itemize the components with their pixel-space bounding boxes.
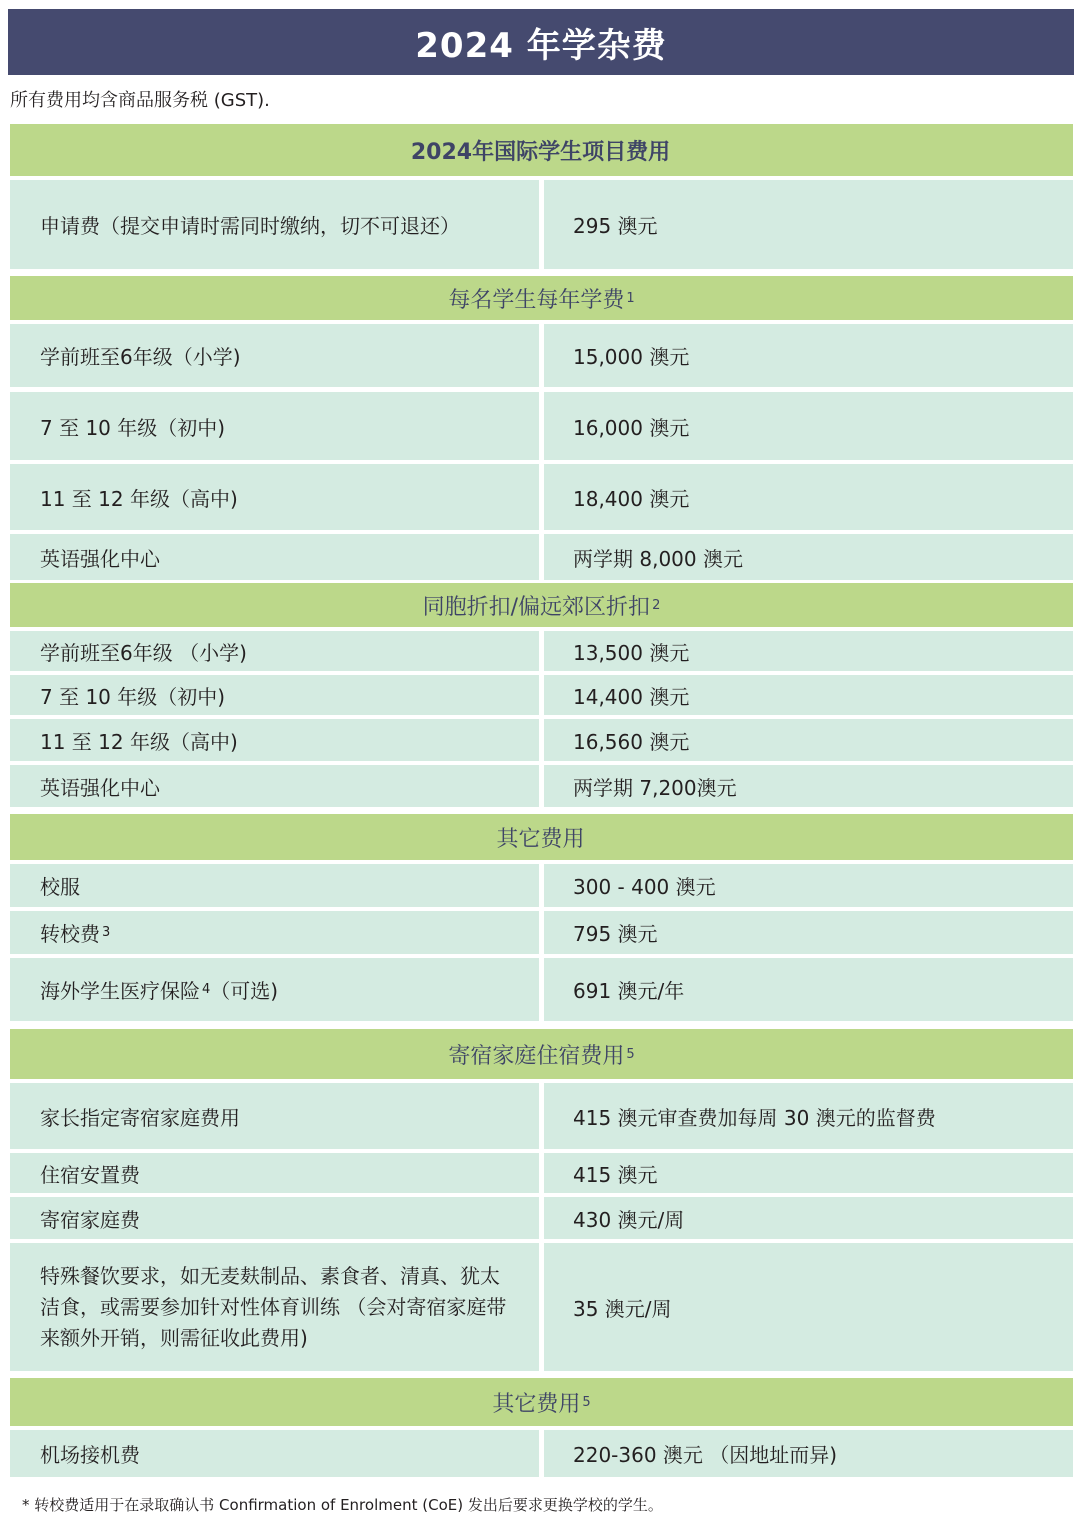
section-header-annual-tuition: 每名学生每年学费 1 (10, 276, 1073, 320)
fee-value: 430 澳元/周 (544, 1197, 1073, 1239)
fee-label: 申请费（提交申请时需同时缴纳，切不可退还） (10, 180, 539, 269)
table-row (10, 392, 1073, 460)
table-row (10, 180, 1073, 269)
table-row (10, 534, 1073, 580)
page-title: 2024 年学杂费 (415, 25, 667, 66)
table-row (10, 1430, 1073, 1477)
fee-value: 13,500 澳元 (544, 631, 1073, 671)
fee-value: 415 澳元 (544, 1153, 1073, 1193)
fee-label: 7 至 10 年级（初中) (10, 675, 539, 715)
section-header-other-fees-2: 其它费用 5 (10, 1378, 1073, 1426)
table-row (10, 631, 1073, 671)
fee-value: 415 澳元审查费加每周 30 澳元的监督费 (544, 1083, 1073, 1149)
fee-value: 795 澳元 (544, 911, 1073, 954)
table-row (10, 958, 1073, 1021)
fee-label: 英语强化中心 (10, 534, 539, 580)
fee-value: 18,400 澳元 (544, 464, 1073, 530)
fee-label: 寄宿家庭费 (10, 1197, 539, 1239)
fee-value: 两学期 7,200澳元 (544, 765, 1073, 807)
table-row (10, 1153, 1073, 1193)
fee-value: 300 - 400 澳元 (544, 864, 1073, 907)
fee-label: 特殊餐饮要求，如无麦麸制品、素食者、清真、犹太洁食，或需要参加针对性体育训练 （会对寄宿家庭带来额外开销，则需征收此费用) (10, 1243, 539, 1371)
table-row (10, 1197, 1073, 1239)
fee-value: 16,000 澳元 (544, 392, 1073, 460)
fee-label: 住宿安置费 (10, 1153, 539, 1193)
section-header-homestay: 寄宿家庭住宿费用 5 (10, 1029, 1073, 1079)
fee-label: 机场接机费 (10, 1430, 539, 1477)
fee-label: 英语强化中心 (10, 765, 539, 807)
table-row (10, 464, 1073, 530)
fee-label: 校服 (10, 864, 539, 907)
table-row (10, 1083, 1073, 1149)
section-header-discount: 同胞折扣/偏远郊区折扣 2 (10, 583, 1073, 627)
fee-value: 16,560 澳元 (544, 719, 1073, 761)
fee-value: 14,400 澳元 (544, 675, 1073, 715)
fee-value: 两学期 8,000 澳元 (544, 534, 1073, 580)
fee-value: 295 澳元 (544, 180, 1073, 269)
table-row (10, 719, 1073, 761)
table-row (10, 765, 1073, 807)
fee-value: 691 澳元/年 (544, 958, 1073, 1021)
table-row (10, 911, 1073, 954)
fee-label: 海外学生医疗保险 4 （可选) (10, 958, 539, 1021)
table-row (10, 675, 1073, 715)
fee-value: 15,000 澳元 (544, 324, 1073, 387)
fee-label: 学前班至6年级（小学) (10, 324, 539, 387)
footnote: * 转校费适用于在录取确认书 Confirmation of Enrolment (CoE) 发出后要求更换学校的学生。 (22, 1496, 663, 1514)
fee-label: 转校费 3 (10, 911, 539, 954)
gst-note: 所有费用均含商品服务税 (GST). (10, 90, 270, 111)
fee-label: 家长指定寄宿家庭费用 (10, 1083, 539, 1149)
section-header-other-fees: 其它费用 (10, 814, 1073, 860)
table-row (10, 324, 1073, 387)
section-header-international-program: 2024年国际学生项目费用 (10, 124, 1073, 176)
fee-value: 35 澳元/周 (544, 1243, 1073, 1371)
table-row (10, 1243, 1073, 1371)
fee-label: 学前班至6年级 （小学) (10, 631, 539, 671)
fee-label: 7 至 10 年级（初中) (10, 392, 539, 460)
page-title-bar (8, 9, 1074, 75)
table-row (10, 864, 1073, 907)
fee-label: 11 至 12 年级（高中) (10, 719, 539, 761)
fee-value: 220-360 澳元 （因地址而异) (544, 1430, 1073, 1477)
fee-label: 11 至 12 年级（高中) (10, 464, 539, 530)
